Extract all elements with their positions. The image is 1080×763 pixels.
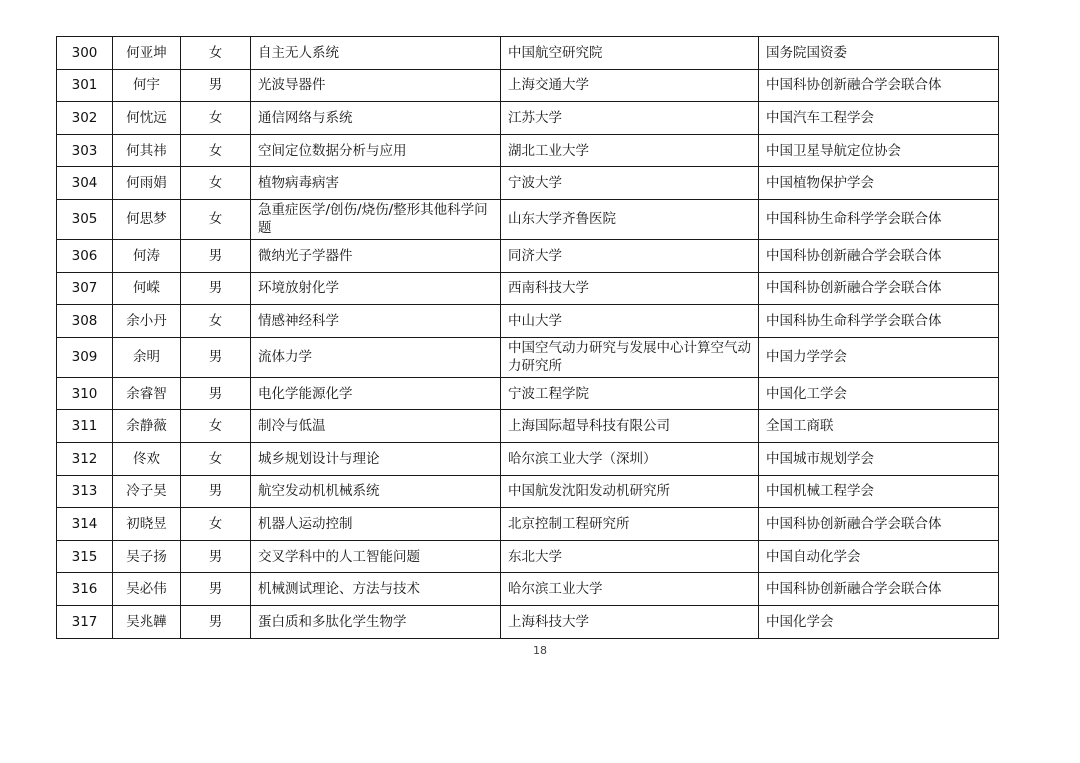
cell-gender: 男 [181, 337, 251, 377]
cell-field: 流体力学 [251, 337, 501, 377]
cell-gender: 男 [181, 605, 251, 638]
cell-gender: 女 [181, 508, 251, 541]
cell-field: 微纳光子学器件 [251, 239, 501, 272]
cell-name: 冷子昊 [113, 475, 181, 508]
cell-number: 317 [57, 605, 113, 638]
cell-nominator: 中国化工学会 [759, 377, 999, 410]
cell-nominator: 中国化学会 [759, 605, 999, 638]
cell-gender: 女 [181, 199, 251, 239]
cell-name: 何亚坤 [113, 37, 181, 70]
cell-unit: 中山大学 [501, 305, 759, 338]
cell-name: 吴兆韡 [113, 605, 181, 638]
cell-number: 315 [57, 540, 113, 573]
cell-unit: 上海国际超导科技有限公司 [501, 410, 759, 443]
cell-name: 余小丹 [113, 305, 181, 338]
cell-unit: 宁波大学 [501, 167, 759, 200]
cell-field: 机械测试理论、方法与技术 [251, 573, 501, 606]
cell-number: 306 [57, 239, 113, 272]
cell-field: 自主无人系统 [251, 37, 501, 70]
table-body [57, 37, 999, 639]
cell-name: 何嵘 [113, 272, 181, 305]
cell-unit: 山东大学齐鲁医院 [501, 199, 759, 239]
cell-name: 何涛 [113, 239, 181, 272]
cell-name: 余明 [113, 337, 181, 377]
cell-field: 交叉学科中的人工智能问题 [251, 540, 501, 573]
table-row [57, 573, 999, 606]
table-row [57, 199, 999, 239]
cell-number: 303 [57, 134, 113, 167]
cell-field: 航空发动机机械系统 [251, 475, 501, 508]
cell-nominator: 全国工商联 [759, 410, 999, 443]
cell-unit: 江苏大学 [501, 102, 759, 135]
cell-nominator: 中国科协生命科学学会联合体 [759, 305, 999, 338]
cell-field: 制冷与低温 [251, 410, 501, 443]
cell-gender: 女 [181, 410, 251, 443]
table-row [57, 305, 999, 338]
table-row [57, 239, 999, 272]
cell-nominator: 中国科协创新融合学会联合体 [759, 69, 999, 102]
cell-nominator: 国务院国资委 [759, 37, 999, 70]
cell-nominator: 中国科协创新融合学会联合体 [759, 573, 999, 606]
cell-name: 佟欢 [113, 442, 181, 475]
table-row [57, 37, 999, 70]
cell-unit: 宁波工程学院 [501, 377, 759, 410]
cell-unit: 中国航发沈阳发动机研究所 [501, 475, 759, 508]
cell-number: 307 [57, 272, 113, 305]
cell-gender: 男 [181, 573, 251, 606]
page-number: 18 [533, 644, 547, 657]
cell-gender: 女 [181, 37, 251, 70]
cell-name: 何思梦 [113, 199, 181, 239]
cell-name: 吴子扬 [113, 540, 181, 573]
cell-number: 301 [57, 69, 113, 102]
cell-nominator: 中国科协创新融合学会联合体 [759, 508, 999, 541]
cell-number: 314 [57, 508, 113, 541]
cell-number: 312 [57, 442, 113, 475]
cell-gender: 女 [181, 134, 251, 167]
table-row [57, 410, 999, 443]
cell-field: 环境放射化学 [251, 272, 501, 305]
cell-field: 城乡规划设计与理论 [251, 442, 501, 475]
cell-nominator: 中国植物保护学会 [759, 167, 999, 200]
cell-name: 余睿智 [113, 377, 181, 410]
cell-gender: 男 [181, 69, 251, 102]
cell-number: 313 [57, 475, 113, 508]
cell-field: 急重症医学/创伤/烧伤/整形其他科学问题 [251, 199, 501, 239]
table-row [57, 442, 999, 475]
cell-field: 蛋白质和多肽化学生物学 [251, 605, 501, 638]
cell-name: 初晓昱 [113, 508, 181, 541]
cell-field: 电化学能源化学 [251, 377, 501, 410]
table-row [57, 69, 999, 102]
table-row [57, 540, 999, 573]
cell-nominator: 中国自动化学会 [759, 540, 999, 573]
table-row [57, 337, 999, 377]
candidate-table [56, 36, 999, 639]
table-row [57, 605, 999, 638]
cell-field: 机器人运动控制 [251, 508, 501, 541]
cell-number: 302 [57, 102, 113, 135]
cell-unit: 中国航空研究院 [501, 37, 759, 70]
cell-gender: 女 [181, 167, 251, 200]
cell-unit: 中国空气动力研究与发展中心计算空气动力研究所 [501, 337, 759, 377]
cell-number: 308 [57, 305, 113, 338]
cell-gender: 男 [181, 239, 251, 272]
cell-nominator: 中国科协生命科学学会联合体 [759, 199, 999, 239]
cell-gender: 女 [181, 305, 251, 338]
cell-unit: 西南科技大学 [501, 272, 759, 305]
cell-field: 光波导器件 [251, 69, 501, 102]
cell-unit: 湖北工业大学 [501, 134, 759, 167]
cell-unit: 哈尔滨工业大学（深圳） [501, 442, 759, 475]
cell-gender: 女 [181, 442, 251, 475]
cell-number: 300 [57, 37, 113, 70]
cell-name: 何忱远 [113, 102, 181, 135]
cell-number: 316 [57, 573, 113, 606]
cell-nominator: 中国汽车工程学会 [759, 102, 999, 135]
cell-field: 情感神经科学 [251, 305, 501, 338]
cell-unit: 东北大学 [501, 540, 759, 573]
table-row [57, 475, 999, 508]
cell-unit: 上海交通大学 [501, 69, 759, 102]
cell-nominator: 中国科协创新融合学会联合体 [759, 272, 999, 305]
cell-nominator: 中国城市规划学会 [759, 442, 999, 475]
cell-nominator: 中国卫星导航定位协会 [759, 134, 999, 167]
cell-name: 何其祎 [113, 134, 181, 167]
table-row [57, 377, 999, 410]
cell-unit: 上海科技大学 [501, 605, 759, 638]
cell-gender: 男 [181, 272, 251, 305]
cell-field: 植物病毒病害 [251, 167, 501, 200]
cell-unit: 北京控制工程研究所 [501, 508, 759, 541]
cell-number: 305 [57, 199, 113, 239]
cell-unit: 哈尔滨工业大学 [501, 573, 759, 606]
cell-field: 空间定位数据分析与应用 [251, 134, 501, 167]
cell-gender: 男 [181, 475, 251, 508]
cell-gender: 男 [181, 540, 251, 573]
cell-name: 余静薇 [113, 410, 181, 443]
table-row [57, 102, 999, 135]
cell-gender: 女 [181, 102, 251, 135]
cell-nominator: 中国力学学会 [759, 337, 999, 377]
cell-number: 310 [57, 377, 113, 410]
cell-nominator: 中国科协创新融合学会联合体 [759, 239, 999, 272]
cell-number: 309 [57, 337, 113, 377]
cell-name: 何雨娟 [113, 167, 181, 200]
table-row [57, 508, 999, 541]
table-row [57, 134, 999, 167]
cell-gender: 男 [181, 377, 251, 410]
cell-number: 304 [57, 167, 113, 200]
cell-name: 何宇 [113, 69, 181, 102]
cell-unit: 同济大学 [501, 239, 759, 272]
table-row [57, 167, 999, 200]
cell-name: 吴必伟 [113, 573, 181, 606]
cell-nominator: 中国机械工程学会 [759, 475, 999, 508]
table-row [57, 272, 999, 305]
cell-number: 311 [57, 410, 113, 443]
cell-field: 通信网络与系统 [251, 102, 501, 135]
